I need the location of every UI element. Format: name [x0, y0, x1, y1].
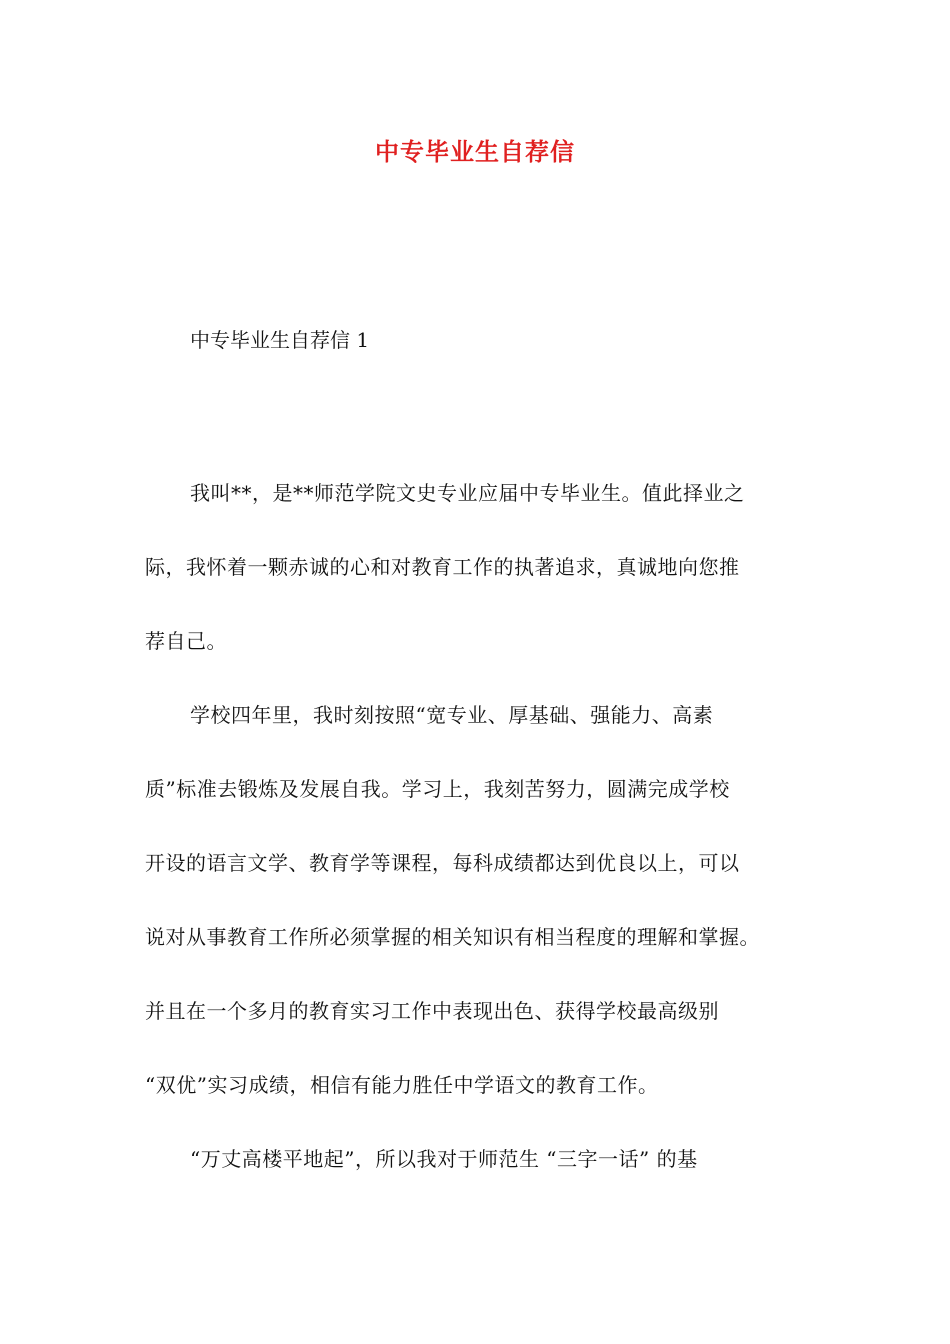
paragraph-line: 开设的语言文学、教育学等课程，每科成绩都达到优良以上，可以: [145, 851, 740, 875]
paragraph-2: [145, 678, 810, 1122]
paragraph-1: [145, 456, 810, 678]
document-title: 中专毕业生自荐信: [375, 137, 575, 166]
paragraph-line: “双优”实习成绩，相信有能力胜任中学语文的教育工作。: [145, 1073, 659, 1097]
paragraph-line: 学校四年里，我时刻按照“宽专业、厚基础、强能力、高素: [190, 703, 714, 727]
paragraph-line: 说对从事教育工作所必须掌握的相关知识有相当程度的理解和掌握。: [145, 925, 760, 949]
paragraph-line: 并且在一个多月的教育实习工作中表现出色、获得学校最高级别: [145, 999, 719, 1023]
paragraph-line: 际，我怀着一颗赤诚的心和对教育工作的执著追求，真诚地向您推: [145, 555, 740, 579]
paragraph-line: 质”标准去锻炼及发展自我。学习上，我刻苦努力，圆满完成学校: [145, 777, 730, 801]
paragraph-line: “万丈高楼平地起”，所以我对于师范生 “三字一话” 的基: [190, 1147, 698, 1171]
paragraph-line: 荐自己。: [145, 629, 227, 653]
paragraph-line: 我叫**，是**师范学院文史专业应届中专毕业生。值此择业之: [190, 481, 745, 505]
section-heading: 中专毕业生自荐信 1: [190, 328, 370, 352]
paragraph-3: [145, 1122, 810, 1196]
